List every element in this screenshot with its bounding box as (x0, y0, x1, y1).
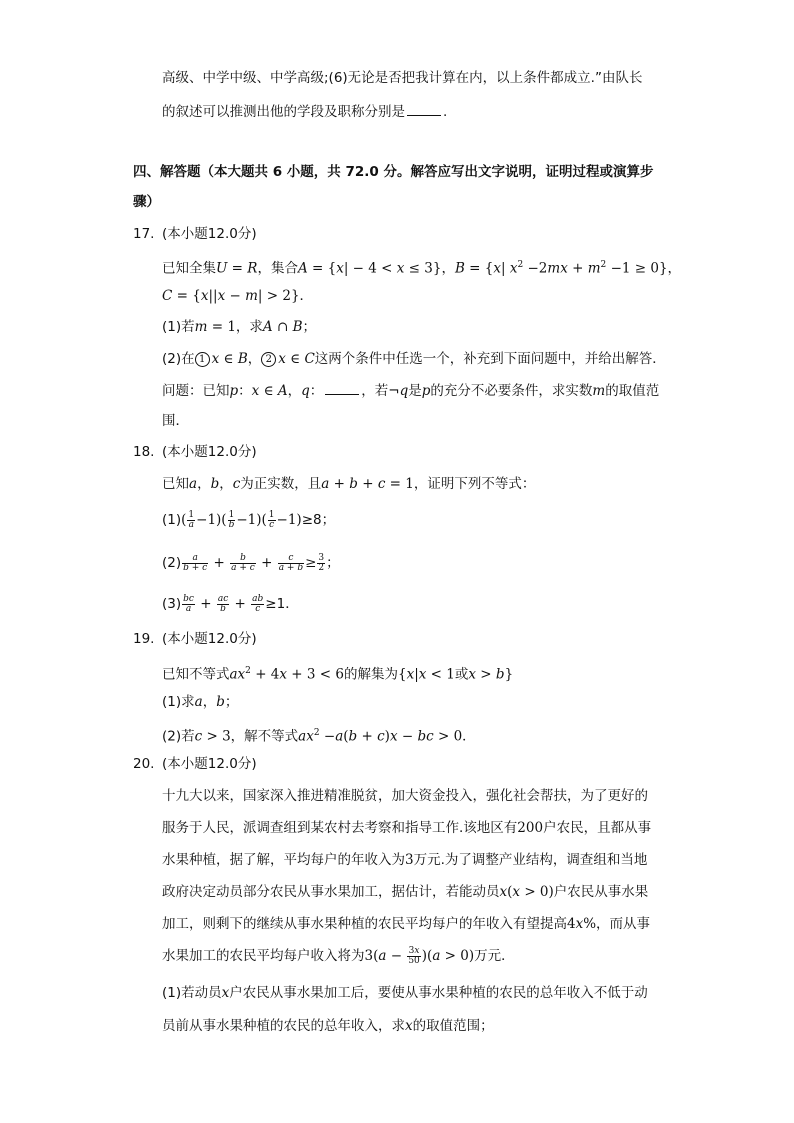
section-header: 四、解答题（本大题共 6 小题，共 72.0 分。解答应写出文字说明，证明过程或演算步 (133, 164, 654, 180)
problem-score: (本小题12.0分) (162, 444, 257, 460)
problem-20-line-5: 加工，则剩下的继续从事水果种植的农民平均每户的年收入有望提高4x%，而从事 (162, 916, 651, 932)
problem-17-intro: 已知全集U = R，集合A = {x| − 4 < x ≤ 3}，B = {x| $x^2 -2mx + m^2 -1 \ge 0$}， (162, 260, 682, 277)
problem-number: 17. (133, 226, 155, 242)
problem-20-line-3: 水果种植，据了解，平均每户的年收入为3万元.为了调整产业结构，调查组和当地 (162, 852, 648, 868)
period: . (443, 104, 448, 120)
problem-score: (本小题12.0分) (162, 631, 257, 647)
problem-17-question-cont: 围． (162, 413, 189, 429)
problem-score: (本小题12.0分) (162, 226, 257, 242)
problem-number: 19. (133, 631, 155, 647)
problem-18-part-2: (2) $\frac{a}{b + c}$ + $\frac{b}{a + c}$ + $\frac{c}{a + b}$ ≥ $\frac{3}{2}$ ； (162, 552, 340, 573)
problem-17-question: 问题：已知p：x ∈ A，q： ，若¬q是p的充分不必要条件，求实数m的取值范 (162, 380, 659, 401)
problem-18-part-3: (3) $\frac{bc}{a}$ + $\frac{ac}{b}$ + $\frac{ab}{c}$ ≥1． (162, 593, 299, 614)
problem-18-intro: 已知a，b，c为正实数，且a + b + c = 1，证明下列不等式： (162, 476, 536, 492)
problem-18-part-1: (1)( $\frac{1}{a}$ −1)( $\frac{1}{b}$ −1)( $\frac{1}{c}$ −1)≥8； (162, 509, 336, 530)
problem-score: (本小题12.0分) (162, 756, 257, 772)
problem-19-part-1: (1)求a，b； (162, 694, 239, 710)
continuation-line-1: 高级、中学中级、中学高级;(6)无论是否把我计算在内，以上条件都成立.”由队长 (162, 70, 643, 86)
answer-blank (325, 380, 359, 395)
answer-blank (407, 101, 441, 116)
problem-number: 18. (133, 444, 155, 460)
problem-20-line-4: 政府决定动员部分农民从事水果加工，据估计，若能动员x(x > 0)户农民从事水果 (162, 884, 649, 900)
problem-20-part-1: (1)若动员x户农民从事水果加工后，要使从事水果种植的农民的总年收入不低于动 (162, 985, 648, 1001)
problem-20-line-2: 服务于人民，派调查组到某农村去考察和指导工作.该地区有200户农民，且都从事 (162, 820, 652, 836)
problem-17-part-1: (1)若m = 1，求A ∩ B； (162, 319, 316, 335)
problem-17-set-c: C = {x||x − m| > 2}． (162, 288, 314, 304)
problem-17-part-2: (2)在 1 x ∈ B， 2 x ∈ C这两个条件中任选一个，补充到下面问题中，并给出解答． (162, 351, 666, 367)
problem-20-line-6: 水果加工的农民平均每户收入将为3(a − $\frac{3x}{50}$ )(a > 0)万元． (162, 945, 515, 966)
section-header-cont: 骤） (133, 194, 160, 210)
problem-19-intro: 已知不等式$ax^2 + 4x + 3 < 6$的解集为{x|x < 1或x > b} (162, 666, 514, 683)
problem-19-part-2: (2)若c > 3，解不等式$ax^2 -a(b + c)x$ − bc > 0． (162, 728, 476, 745)
problem-20-part-1-cont: 员前从事水果种植的农民的总年收入，求x的取值范围； (162, 1018, 494, 1034)
problem-number: 20. (133, 756, 155, 772)
problem-20-line-1: 十九大以来，国家深入推进精准脱贫，加大资金投入，强化社会帮扶，为了更好的 (162, 788, 648, 804)
continuation-line-2 (162, 101, 447, 122)
continuation-text: 的叙述可以推测出他的学段及职称分别是 (162, 104, 405, 120)
